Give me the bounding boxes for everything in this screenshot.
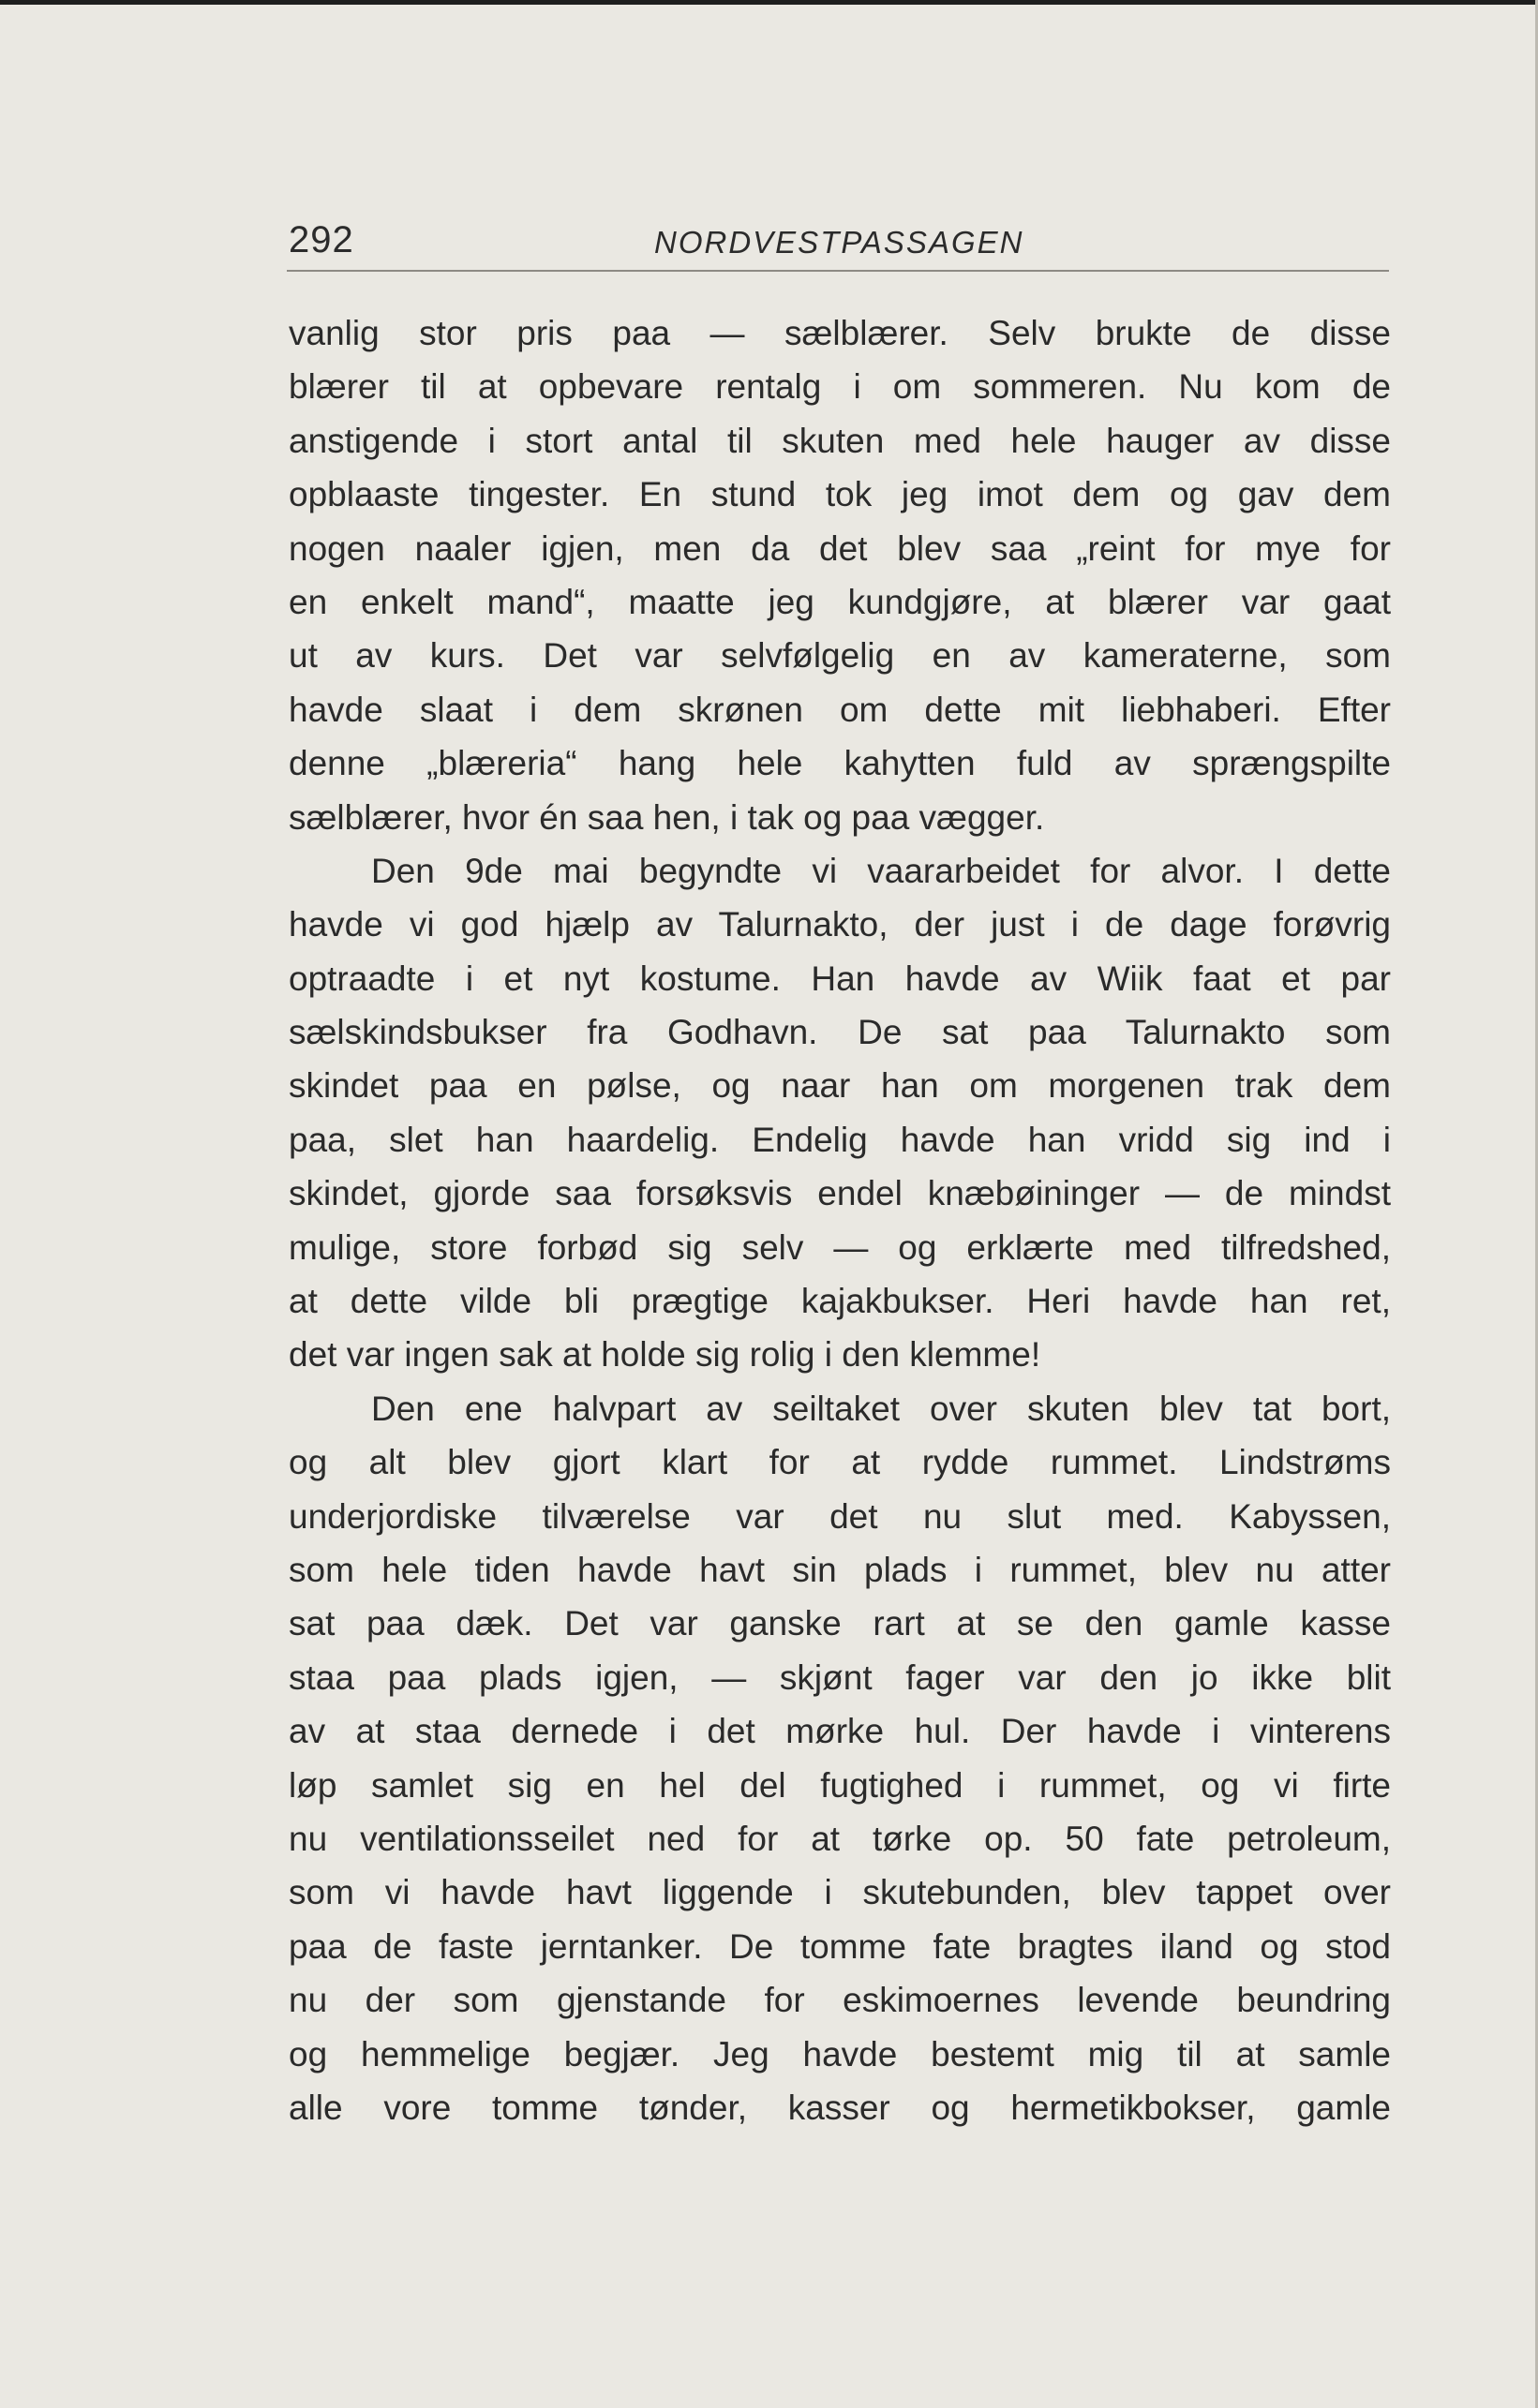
text-line: og hemmelige begjær. Jeg havde bestemt mig til at samle — [289, 2034, 1391, 2074]
text-line: sælblærer, hvor én saa hen, i tak og paa vægger. — [289, 797, 1045, 837]
text-line: skindet, gjorde saa forsøksvis endel knæbøininger — de mindst — [289, 1174, 1391, 1213]
text-line: havde slaat i dem skrønen om dette mit liebhaberi. Efter — [289, 690, 1391, 729]
page-number: 292 — [289, 219, 354, 260]
text-line: havde vi god hjælp av Talurnakto, der just i de dage forøvrig — [289, 905, 1391, 944]
text-line: av at staa dernede i det mørke hul. Der havde i vinterens — [289, 1712, 1391, 1751]
text-line: optraadte i et nyt kostume. Han havde av Wiik faat et par — [289, 959, 1391, 998]
text-line: denne „blæreria“ hang hele kahytten fuld av sprængspilte — [289, 744, 1391, 783]
text-line: mulige, store forbød sig selv — og erklærte med tilfredshed, — [289, 1227, 1391, 1267]
text-line: opblaaste tingester. En stund tok jeg imot dem og gav dem — [289, 475, 1391, 514]
text-line: sælskindsbukser fra Godhavn. De sat paa Talurnakto som — [289, 1013, 1391, 1052]
text-line: løp samlet sig en hel del fugtighed i rummet, og vi firte — [289, 1765, 1391, 1805]
text-line: paa de faste jerntanker. De tomme fate bragtes iland og stod — [289, 1926, 1391, 1966]
text-line: skindet paa en pølse, og naar han om morgenen trak dem — [289, 1066, 1391, 1106]
text-line: sat paa dæk. Det var ganske rart at se den gamle kasse — [289, 1604, 1391, 1643]
text-line: som hele tiden havde havt sin plads i rummet, blev nu atter — [289, 1550, 1391, 1589]
text-line: det var ingen sak at holde sig rolig i den klemme! — [289, 1335, 1041, 1375]
text-line: ut av kurs. Det var selvfølgelig en av kameraterne, som — [289, 636, 1391, 676]
text-line: staa paa plads igjen, — skjønt fager var den jo ikke blit — [289, 1657, 1391, 1697]
running-title: NORDVESTPASSAGEN — [654, 225, 1024, 260]
scan-top-edge — [0, 0, 1538, 5]
header-rule — [287, 270, 1389, 272]
text-line: og alt blev gjort klart for at rydde rummet. Lindstrøms — [289, 1443, 1391, 1482]
text-line: Den 9de mai begyndte vi vaararbeidet for alvor. I dette — [371, 851, 1391, 890]
text-line: at dette vilde bli prægtige kajakbukser. Heri havde han ret, — [289, 1282, 1391, 1321]
text-line: Den ene halvpart av seiltaket over skuten blev tat bort, — [371, 1389, 1391, 1428]
text-line: anstigende i stort antal til skuten med hele hauger av disse — [289, 421, 1391, 460]
text-line: alle vore tomme tønder, kasser og hermetikbokser, gamle — [289, 2088, 1391, 2127]
text-line: blærer til at opbevare rentalg i om sommeren. Nu kom de — [289, 367, 1391, 407]
text-line: paa, slet han haardelig. Endelig havde han vridd sig ind i — [289, 1120, 1391, 1159]
text-line: en enkelt mand“, maatte jeg kundgjøre, at blærer var gaat — [289, 582, 1391, 621]
text-line: nu der som gjenstande for eskimoernes levende beundring — [289, 1981, 1391, 2020]
text-line: underjordiske tilværelse var det nu slut med. Kabyssen, — [289, 1496, 1391, 1536]
text-line: nu ventilationsseilet ned for at tørke op. 50 fate petroleum, — [289, 1819, 1391, 1858]
page-header — [289, 219, 1391, 275]
text-line: vanlig stor pris paa — sælblærer. Selv brukte de disse — [289, 314, 1391, 352]
text-line: nogen naaler igjen, men da det blev saa „reint for mye for — [289, 528, 1391, 568]
body-text — [289, 306, 1391, 2134]
text-line: som vi havde havt liggende i skutebunden, blev tappet over — [289, 1873, 1391, 1912]
